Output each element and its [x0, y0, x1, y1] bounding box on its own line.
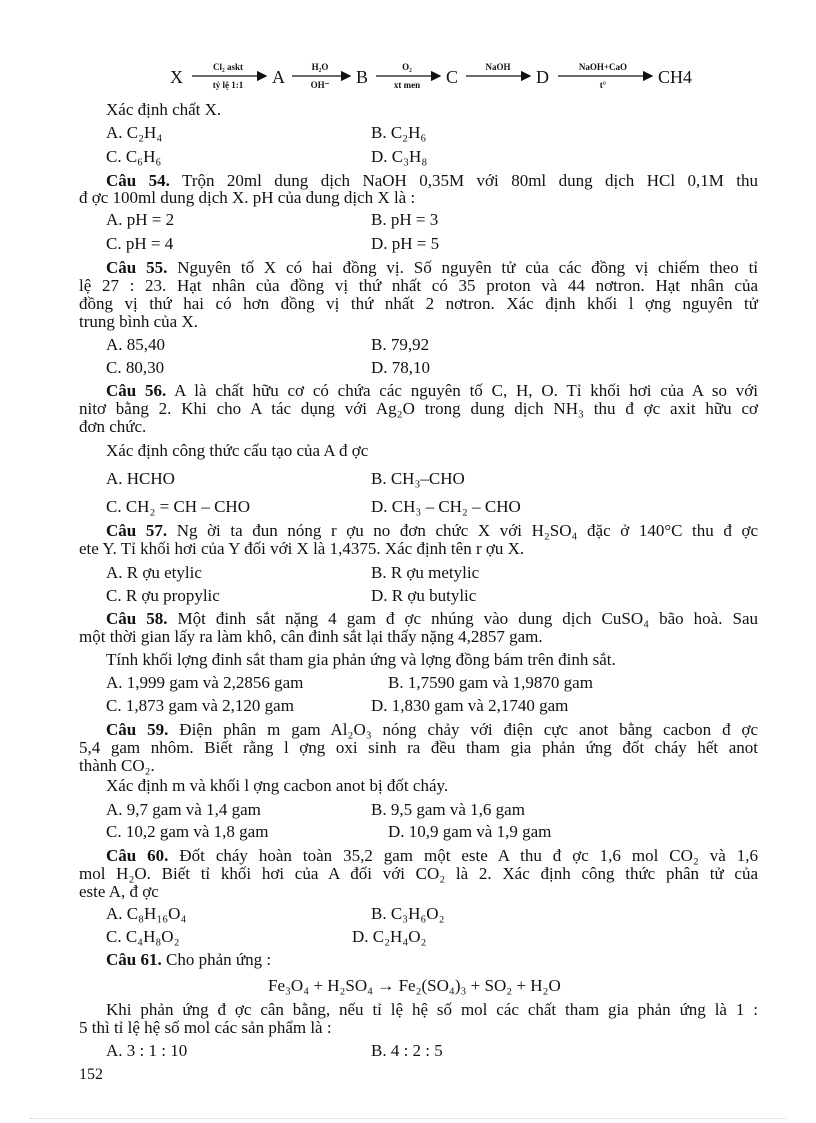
q57-text1: Ng ời ta đun nóng r ợu no đơn chức X với H₂SO₄ đặc ở 140°C thu đ ợc [167, 521, 759, 540]
q59-option-d: D. 10,9 gam và 1,9 gam [388, 822, 552, 841]
q57-line2: ete Y. Tỉ khối hơi của Y đối với X là 1,4375. Xác định tên r ợu X. [79, 539, 525, 558]
q57-option-b: B. R ợu metylic [371, 563, 480, 582]
q61-option-a: A. 3 : 1 : 10 [106, 1041, 188, 1060]
arrow2-top: H₂O [311, 62, 329, 72]
arrow5-top: NaOH+CaO [578, 62, 628, 72]
q59-line1 [106, 721, 758, 739]
q58-option-c: C. 1,873 gam và 2,120 gam [106, 696, 294, 715]
q55-label: Câu 55. [106, 258, 168, 277]
q60-label: Câu 60. [106, 846, 169, 865]
q54-text1: Trộn 20ml dung dịch NaOH 0,35M với 80ml dung dịch HCl 0,1M thu [169, 171, 759, 190]
arrow3-bottom: xt men [393, 80, 421, 90]
q57-option-c: C. R ợu propylic [106, 586, 220, 605]
species-a: A [272, 67, 285, 87]
q58-text1: Một đinh sắt nặng 4 gam đ ợc nhúng vào dung dịch CuSO₄ bão hoà. Sau [167, 609, 758, 628]
q60-option-c: C. C₄H₈O₂ [106, 927, 180, 946]
q57-option-d: D. R ợu butylic [371, 586, 477, 605]
q58-option-d: D. 1,830 gam và 2,1740 gam [371, 696, 569, 715]
q58-option-b: B. 1,7590 gam và 1,9870 gam [388, 673, 593, 692]
q61-option-b: B. 4 : 2 : 5 [371, 1041, 443, 1060]
q61-line1 [106, 951, 271, 969]
q59-text1: Điện phân m gam Al₂O₃ nóng chảy với điện cực anot bằng cacbon đ ợc [168, 720, 759, 739]
q59-line2: 5,4 gam nhôm. Biết rằng l ợng oxi sinh ra đều tham gia phản ứng đốt cháy hết anot [79, 738, 758, 757]
q53-prompt: Xác định chất X. [106, 100, 222, 119]
q54-label: Câu 54. [106, 171, 170, 190]
q61-text1: Cho phản ứng : [161, 950, 272, 969]
page-number: 152 [79, 1066, 103, 1083]
q56-option-b: B. CH₃–CHO [371, 469, 465, 488]
arrow2-bottom: OH⁻ [310, 80, 330, 90]
q61-equation: Fe₃O₄ + H₂SO₄ → Fe₂(SO₄)₃ + SO₂ + H₂O [268, 976, 561, 995]
q58-label: Câu 58. [106, 609, 168, 628]
q59-option-a: A. 9,7 gam và 1,4 gam [106, 800, 261, 819]
species-b: B [356, 67, 369, 87]
reaction-scheme [170, 58, 730, 98]
q60-line1 [106, 847, 758, 865]
q55-line2: lệ 27 : 23. Hạt nhân của đồng vị thứ nhất có 35 proton và 44 nơtron. Hạt nhân của [79, 276, 758, 295]
q54-option-d: D. pH = 5 [371, 234, 440, 253]
arrow5-bottom: t° [599, 80, 607, 90]
q58-line1 [106, 610, 758, 628]
q53-option-a: A. C₂H₄ [106, 123, 163, 142]
arrow3-top: O₂ [402, 62, 412, 72]
q55-line1 [106, 259, 758, 277]
q61-label: Câu 61. [106, 950, 162, 969]
q55-option-d: D. 78,10 [371, 358, 431, 377]
q59-line3: thành CO₂. [79, 756, 155, 775]
q56-option-c: C. CH₂ = CH – CHO [106, 497, 250, 516]
q58-option-a: A. 1,999 gam và 2,2856 gam [106, 673, 304, 692]
q55-option-a: A. 85,40 [106, 335, 166, 354]
species-ch4: CH4 [658, 67, 693, 87]
q56-line2: nitơ bằng 2. Khi cho A tác dụng với Ag₂O trong dung dịch NH₃ thu đ ợc axit hữu cơ [79, 399, 758, 418]
species-x: X [170, 67, 183, 87]
q59-option-c: C. 10,2 gam và 1,8 gam [106, 822, 269, 841]
footer-dotted-divider [30, 1118, 786, 1119]
q56-option-a: A. HCHO [106, 469, 175, 488]
species-d: D [536, 67, 549, 87]
q60-line3: este A, đ ợc [79, 882, 159, 901]
q57-line1 [106, 522, 758, 540]
q59-label: Câu 59. [106, 720, 169, 739]
q60-option-b: B. C₃H₆O₂ [371, 904, 445, 923]
q54-option-b: B. pH = 3 [371, 210, 439, 229]
q58-prompt: Tính khối lợng đinh sắt tham gia phản ứng và lợng đồng bám trên đinh sắt. [106, 650, 616, 669]
q60-option-d: D. C₂H₄O₂ [352, 927, 427, 946]
arrow4-top: NaOH [485, 62, 511, 72]
q61-line3: 5 thì tỉ lệ hệ số mol các sản phẩm là : [79, 1018, 332, 1037]
arrow1-bottom: tỷ lệ 1:1 [212, 80, 244, 90]
q55-line3: đồng vị thứ hai có hơn đồng vị thứ nhất 2 nơtron. Xác định khối l ợng nguyên tử [79, 294, 758, 313]
q53-option-d: D. C₃H₈ [371, 147, 428, 166]
q55-option-c: C. 80,30 [106, 358, 165, 377]
q60-text1: Đốt cháy hoàn toàn 35,2 gam một este A thu đ ợc 1,6 mol CO₂ và 1,6 [168, 846, 759, 865]
arrow1-top: Cl₂ askt [213, 62, 243, 72]
q56-text1: A là chất hữu cơ có chứa các nguyên tố C, H, O. Tỉ khối hơi của A so với [166, 381, 759, 400]
q60-line2: mol H₂O. Biết tỉ khối hơi của A đối với CO₂ là 2. Xác định công thức phân tử của [79, 864, 758, 883]
q53-option-b: B. C₂H₆ [371, 123, 427, 142]
q60-option-a: A. C₈H₁₆O₄ [106, 904, 187, 923]
q55-option-b: B. 79,92 [371, 335, 430, 354]
q54-option-c: C. pH = 4 [106, 234, 174, 253]
species-c: C [446, 67, 459, 87]
q57-option-a: A. R ợu etylic [106, 563, 202, 582]
q59-prompt: Xác định m và khối l ợng cacbon anot bị đốt cháy. [106, 776, 449, 795]
q58-line2: một thời gian lấy ra làm khô, cân đinh sắt lại thấy nặng 4,2857 gam. [79, 627, 543, 646]
q56-line3: đơn chức. [79, 417, 147, 436]
q56-prompt: Xác định công thức cấu tạo của A đ ợc [106, 441, 369, 460]
q56-label: Câu 56. [106, 381, 167, 400]
q56-option-d: D. CH₃ – CH₂ – CHO [371, 497, 521, 516]
q57-label: Câu 57. [106, 521, 168, 540]
q55-text1: Nguyên tố X có hai đồng vị. Số nguyên tử của các đồng vị chiếm theo tỉ [167, 258, 759, 277]
q54-option-a: A. pH = 2 [106, 210, 175, 229]
q56-line1 [106, 382, 758, 400]
q53-option-c: C. C₆H₆ [106, 147, 162, 166]
q55-line4: trung bình của X. [79, 312, 198, 331]
q61-line2: Khi phản ứng đ ợc cân bằng, nếu tỉ lệ hệ số mol các chất tham gia phản ứng là 1 : [106, 1000, 758, 1019]
q54-line2: đ ợc 100ml dung dịch X. pH của dung dịch X là : [79, 188, 416, 207]
q59-option-b: B. 9,5 gam và 1,6 gam [371, 800, 525, 819]
